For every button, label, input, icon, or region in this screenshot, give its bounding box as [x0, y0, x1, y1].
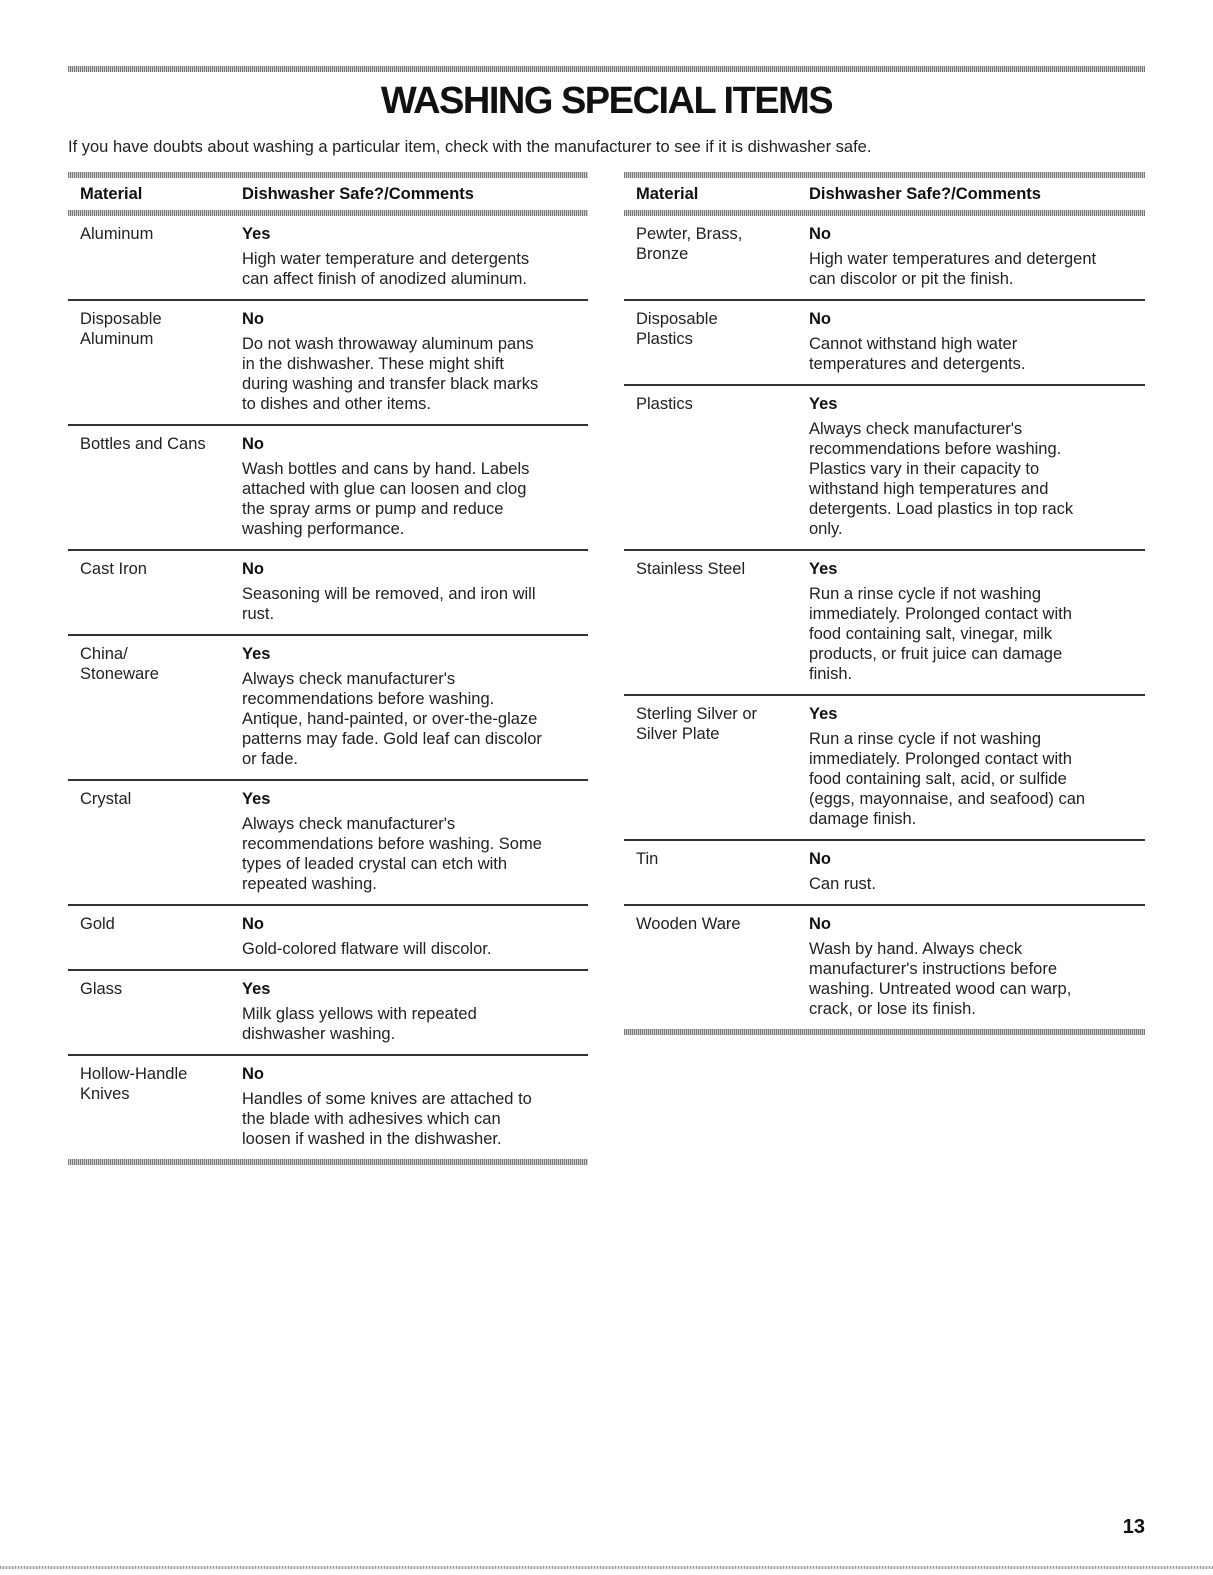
safe-value: Yes [242, 645, 271, 663]
safe-value: No [809, 915, 831, 933]
header-safe-comments: Dishwasher Safe?/Comments [242, 184, 474, 203]
comment-text: Run a rinse cycle if not washing immediately. Prolonged contact with food containing salt, acid, or sulfide (eggs, mayonnaise, and seafood) can damage finish. [809, 730, 1086, 828]
table-row [68, 781, 588, 906]
table-bottom-rule [68, 1159, 588, 1165]
safe-value: Yes [809, 560, 838, 578]
header-material: Material [636, 184, 699, 203]
top-divider [68, 66, 1145, 72]
safe-value: Yes [809, 705, 838, 723]
table-row [624, 301, 1145, 386]
material-cell: Disposable Plastics [636, 310, 718, 348]
table-row [68, 426, 588, 551]
comment-text: Wash bottles and cans by hand. Labels attached with glue can loosen and clog the spray arms or pump and reduce washing performance. [242, 460, 530, 538]
safe-value: Yes [242, 790, 271, 808]
page-title: WASHING SPECIAL ITEMS [380, 80, 833, 122]
table-row [68, 906, 588, 971]
safe-value: No [242, 1065, 264, 1083]
safe-value: No [242, 915, 264, 933]
comment-text: Always check manufacturer's recommendations before washing. Antique, hand-painted, or over-the-glaze patterns may fade. Gold leaf can discolor or fade. [242, 670, 542, 768]
table-row [624, 216, 1145, 301]
intro-text: If you have doubts about washing a particular item, check with the manufacturer to see if it is dishwasher safe. [68, 138, 872, 156]
table-row [68, 971, 588, 1056]
material-cell: Wooden Ware [636, 915, 741, 933]
material-cell: Sterling Silver or Silver Plate [636, 705, 758, 743]
safe-value: Yes [242, 980, 271, 998]
material-cell: Glass [80, 980, 123, 998]
material-cell: Disposable Aluminum [80, 310, 162, 348]
material-cell: Gold [80, 915, 115, 933]
comment-text: Wash by hand. Always check manufacturer's instructions before washing. Untreated wood can warp, crack, or lose its finish. [809, 940, 1072, 1018]
comment-text: High water temperatures and detergent can discolor or pit the finish. [809, 250, 1097, 288]
table-row [624, 386, 1145, 551]
table-row [624, 551, 1145, 696]
left-table [68, 172, 588, 1165]
safe-value: Yes [809, 395, 838, 413]
material-cell: Hollow-Handle Knives [80, 1065, 188, 1103]
safe-value: No [242, 310, 264, 328]
comment-text: Seasoning will be removed, and iron will rust. [242, 585, 536, 623]
table-row [624, 906, 1145, 1029]
material-cell: China/ Stoneware [80, 645, 159, 683]
header-safe-comments: Dishwasher Safe?/Comments [809, 184, 1041, 203]
table-row [68, 216, 588, 301]
comment-text: Can rust. [809, 875, 876, 893]
safe-value: No [809, 850, 831, 868]
safe-value: No [242, 435, 264, 453]
header-material: Material [80, 184, 143, 203]
table-row [68, 301, 588, 426]
table-header [624, 178, 1145, 210]
right-table [624, 172, 1145, 1035]
safe-value: No [809, 225, 831, 243]
material-cell: Plastics [636, 395, 693, 413]
comment-text: Do not wash throwaway aluminum pans in the dishwasher. These might shift during washing and transfer black marks to dishes and other items. [242, 335, 539, 413]
comment-text: Handles of some knives are attached to the blade with adhesives which can loosen if washed in the dishwasher. [242, 1090, 532, 1148]
comment-text: Gold-colored flatware will discolor. [242, 940, 492, 958]
comment-text: Run a rinse cycle if not washing immediately. Prolonged contact with food containing salt, vinegar, milk products, or fruit juice can damage finish. [809, 585, 1072, 683]
material-cell: Crystal [80, 790, 132, 808]
comment-text: Always check manufacturer's recommendations before washing. Plastics vary in their capacity to withstand high temperatures and detergents. Load plastics in top rack only. [809, 420, 1074, 538]
material-cell: Stainless Steel [636, 560, 746, 578]
table-row [624, 696, 1145, 841]
comment-text: Milk glass yellows with repeated dishwasher washing. [242, 1005, 477, 1043]
safe-value: Yes [242, 225, 271, 243]
material-cell: Tin [636, 850, 659, 868]
table-header [68, 178, 588, 210]
comment-text: High water temperature and detergents can affect finish of anodized aluminum. [242, 250, 530, 288]
table-row [68, 1056, 588, 1159]
comment-text: Always check manufacturer's recommendations before washing. Some types of leaded crystal can etch with repeated washing. [242, 815, 542, 893]
table-bottom-rule [624, 1029, 1145, 1035]
page-bottom-edge [0, 1566, 1213, 1569]
comment-text: Cannot withstand high water temperatures and detergents. [809, 335, 1026, 373]
table-row [68, 551, 588, 636]
table-row [624, 841, 1145, 906]
material-cell: Bottles and Cans [80, 435, 206, 453]
table-row [68, 636, 588, 781]
page-number: 13 [1122, 1516, 1145, 1538]
safe-value: No [809, 310, 831, 328]
material-cell: Aluminum [80, 225, 154, 243]
material-cell: Pewter, Brass, Bronze [636, 225, 743, 263]
safe-value: No [242, 560, 264, 578]
material-cell: Cast Iron [80, 560, 147, 578]
